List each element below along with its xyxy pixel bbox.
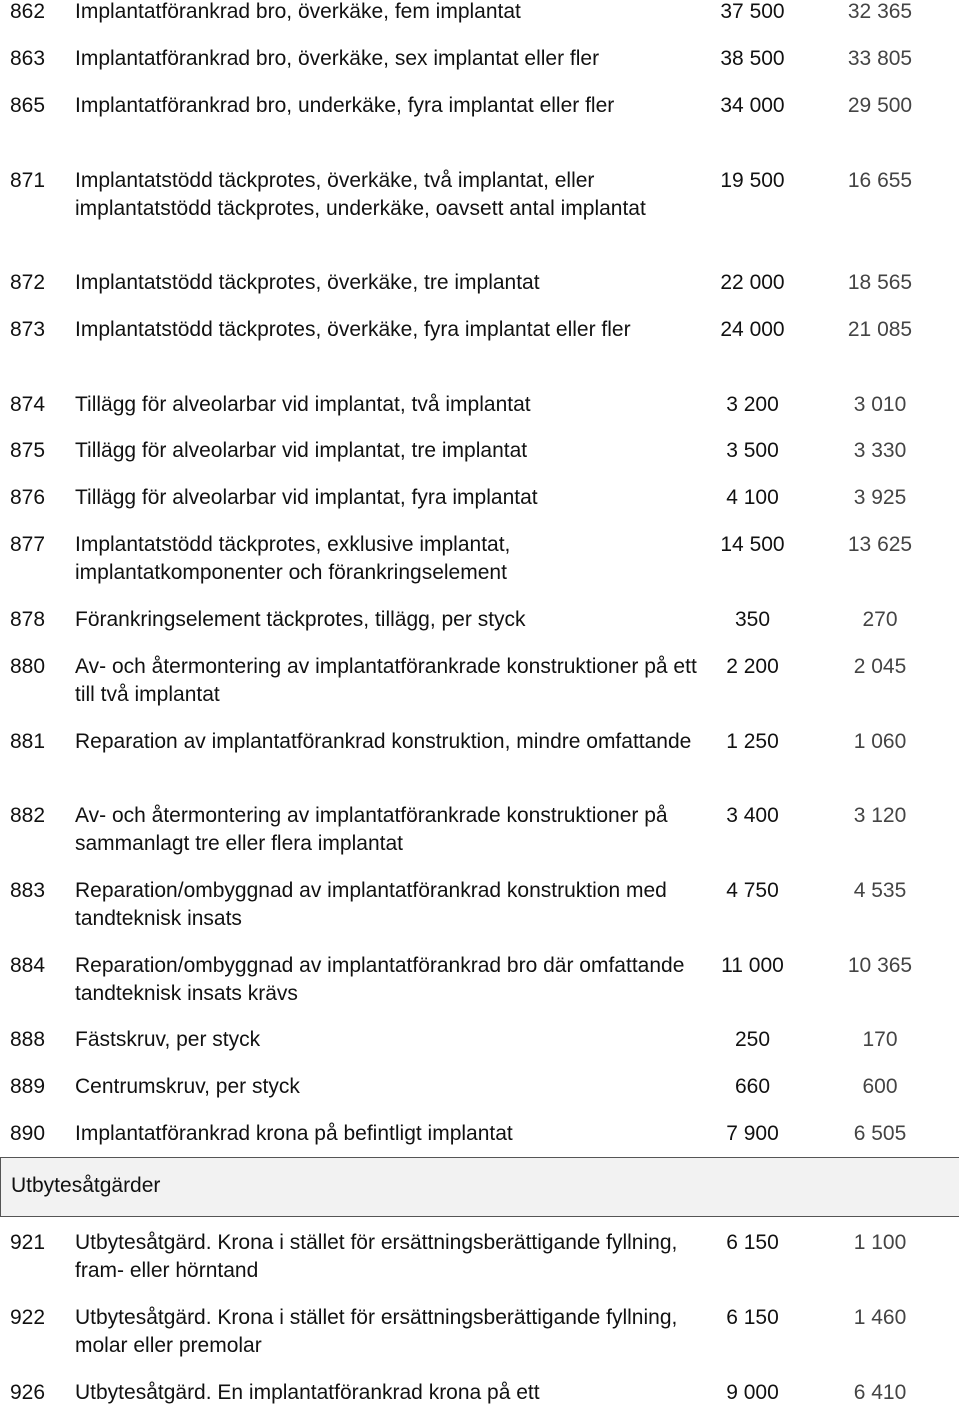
row-reference-price: 6 150 [726,1306,779,1329]
row-patient-fee: 3 120 [853,804,907,827]
row-reference-price: 4 100 [726,486,779,509]
row-reference-price: 1 250 [726,730,779,753]
row-patient-fee: 3 330 [853,439,907,462]
row-patient-fee: 4 535 [853,879,907,902]
row-reference-price: 250 [734,1028,771,1051]
row-reference-price: 24 000 [720,318,785,341]
row-code: 878 [10,608,46,631]
row-description: Implantatstödd täckprotes, överkäke, två implantat, eller implantatstödd täckprotes, underkäke, oavsett antal implantat [75,169,646,220]
row-patient-fee: 170 [862,1028,898,1051]
row-patient-fee: 29 500 [847,94,913,117]
row-code: 865 [10,94,46,117]
row-code: 863 [10,47,46,70]
row-description: Implantatstödd täckprotes, överkäke, fyra implantat eller fler [75,318,631,341]
row-patient-fee: 21 085 [847,318,913,341]
row-patient-fee: 1 060 [853,730,907,753]
row-description: Reparation/ombyggnad av implantatförankrad bro där omfattande tandteknisk insats krävs [75,954,685,1005]
row-code: 873 [10,318,46,341]
row-reference-price: 34 000 [720,94,785,117]
row-patient-fee: 6 505 [853,1122,907,1145]
row-code: 874 [10,393,46,416]
row-description: Fästskruv, per styck [75,1028,261,1051]
row-reference-price: 3 500 [726,439,779,462]
row-patient-fee: 3 925 [853,486,907,509]
row-reference-price: 4 750 [726,879,779,902]
row-patient-fee: 600 [862,1075,898,1098]
row-description: Implantatförankrad krona på befintligt implantat [75,1122,513,1145]
row-description: Implantatstödd täckprotes, exklusive implantat, implantatkomponenter och förankringselement [75,533,511,584]
row-patient-fee: 13 625 [847,533,913,556]
row-reference-price: 3 200 [726,393,779,416]
row-reference-price: 22 000 [720,271,785,294]
row-reference-price: 9 000 [726,1381,779,1404]
row-patient-fee: 18 565 [847,271,913,294]
row-reference-price: 350 [734,608,771,631]
row-code: 876 [10,486,46,509]
row-reference-price: 660 [734,1075,771,1098]
row-description: Tillägg för alveolarbar vid implantat, tre implantat [75,439,528,462]
row-description: Av- och återmontering av implantatförankrade konstruktioner på sammanlagt tre eller flera implantat [75,804,668,855]
row-patient-fee: 32 365 [847,0,913,23]
section-header [0,1157,959,1217]
row-reference-price: 2 200 [726,655,779,678]
row-description: Utbytesåtgärd. Krona i stället för ersättningsberättigande fyllning, fram- eller hörntand [75,1231,678,1282]
row-code: 877 [10,533,46,556]
row-reference-price: 38 500 [720,47,785,70]
section-title: Utbytesåtgärder [11,1174,161,1197]
row-description: Förankringselement täckprotes, tillägg, per styck [75,608,526,631]
row-description: Implantatförankrad bro, överkäke, sex implantat eller fler [75,47,600,70]
row-description: Implantatförankrad bro, underkäke, fyra implantat eller fler [75,94,615,117]
row-code: 921 [10,1231,46,1254]
row-description: Reparation/ombyggnad av implantatförankrad konstruktion med tandteknisk insats [75,879,667,930]
row-description: Tillägg för alveolarbar vid implantat, fyra implantat [75,486,538,509]
row-reference-price: 11 000 [721,954,784,977]
row-description: Implantatförankrad bro, överkäke, fem implantat [75,0,521,23]
row-code: 871 [10,169,46,192]
row-code: 889 [10,1075,46,1098]
row-description: Centrumskruv, per styck [75,1075,300,1098]
row-reference-price: 7 900 [726,1122,779,1145]
row-reference-price: 3 400 [726,804,779,827]
row-patient-fee: 16 655 [847,169,913,192]
row-patient-fee: 2 045 [853,655,907,678]
row-code: 881 [10,730,46,753]
row-code: 926 [10,1381,46,1404]
row-description: Utbytesåtgärd. Krona i stället för ersättningsberättigande fyllning, molar eller premolar [75,1306,678,1357]
row-code: 875 [10,439,46,462]
row-patient-fee: 1 100 [853,1231,907,1254]
row-patient-fee: 6 410 [853,1381,907,1404]
row-code: 882 [10,804,46,827]
row-code: 862 [10,0,46,23]
row-code: 884 [10,954,46,977]
row-patient-fee: 3 010 [853,393,907,416]
row-description: Implantatstödd täckprotes, överkäke, tre implantat [75,271,540,294]
row-reference-price: 6 150 [726,1231,779,1254]
row-description: Tillägg för alveolarbar vid implantat, två implantat [75,393,531,416]
row-code: 872 [10,271,46,294]
row-code: 880 [10,655,46,678]
row-code: 890 [10,1122,46,1145]
row-description: Av- och återmontering av implantatförankrade konstruktioner på ett till två implantat [75,655,697,706]
row-code: 883 [10,879,46,902]
row-code: 888 [10,1028,46,1051]
row-patient-fee: 1 460 [853,1306,907,1329]
row-reference-price: 19 500 [720,169,785,192]
row-reference-price: 14 500 [720,533,785,556]
row-patient-fee: 33 805 [847,47,913,70]
row-reference-price: 37 500 [720,0,785,23]
row-patient-fee: 10 365 [847,954,913,977]
row-code: 922 [10,1306,46,1329]
row-description: Reparation av implantatförankrad konstruktion, mindre omfattande [75,730,692,753]
row-description: Utbytesåtgärd. En implantatförankrad krona på ett [75,1381,540,1404]
row-patient-fee: 270 [862,608,898,631]
